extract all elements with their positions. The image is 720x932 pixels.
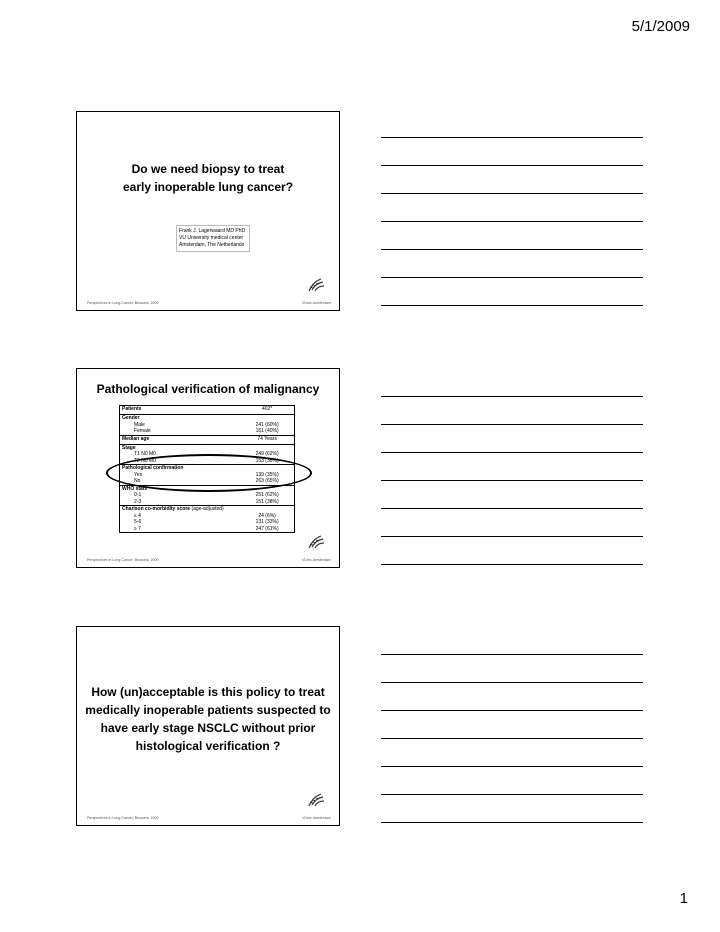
table-cell: Stage	[122, 444, 136, 451]
table-cell: Patients	[122, 406, 142, 412]
note-line	[381, 305, 643, 306]
slide-3-title-line: How (un)acceptable is this policy to treat	[91, 685, 325, 699]
vumc-logo-icon	[307, 792, 325, 808]
page-number: 1	[679, 890, 688, 907]
table-cell: No	[134, 478, 141, 484]
slide-footer-left: Perspectives in Lung Cancer, Brussels, 2009	[87, 816, 159, 820]
slide-3-title-line: medically inoperable patients suspected to	[85, 703, 331, 717]
note-line	[381, 193, 643, 194]
table-cell: 263 (65%)	[255, 478, 279, 484]
table-row	[120, 415, 294, 436]
table-cell: 151 (38%)	[255, 498, 279, 505]
note-line	[381, 508, 643, 509]
page-date: 5/1/2009	[631, 18, 690, 35]
vumc-logo-icon	[307, 534, 325, 550]
slide-3-title-line: histological verification ?	[135, 739, 281, 753]
slide-2-title: Pathological verification of malignancy	[96, 382, 320, 396]
highlight-ellipse	[106, 454, 312, 492]
slide-1-title-line: Do we need biopsy to treat	[131, 162, 285, 176]
note-line	[381, 564, 643, 565]
note-line	[381, 682, 643, 683]
table-cell: Male	[134, 421, 145, 428]
slide-1-title	[77, 160, 339, 196]
table-cell: Gender	[122, 415, 140, 421]
note-line	[381, 710, 643, 711]
table-cell: 247 (61%)	[255, 525, 279, 532]
table-cell: Female	[134, 428, 151, 434]
table-cell: (age-adjusted)	[191, 506, 224, 512]
slide-3-title	[77, 683, 339, 755]
note-line	[381, 794, 643, 795]
note-line	[381, 424, 643, 425]
table-cell: T2 N0 M0	[134, 457, 156, 464]
table-cell: 249 (62%)	[255, 451, 279, 457]
table-cell: Pathological confirmation	[122, 465, 184, 471]
note-line	[381, 480, 643, 481]
table-cell: ≥ 7	[134, 525, 141, 532]
slide-footer-left: Perspectives in Lung Cancer, Brussels, 2009	[87, 558, 159, 562]
note-line	[381, 766, 643, 767]
table-cell: 153 (38%)	[255, 457, 279, 464]
slide-footer-right: VUmc Amsterdam	[302, 816, 331, 820]
table-cell: 402*	[261, 406, 273, 412]
note-line	[381, 738, 643, 739]
table-cell: 0-1	[134, 492, 142, 498]
table-cell: 131 (33%)	[255, 519, 279, 525]
note-line	[381, 452, 643, 453]
table-cell: 161 (40%)	[255, 428, 279, 434]
note-line	[381, 396, 643, 397]
slide-3	[76, 626, 340, 826]
slide-footer-left: Perspectives in Lung Cancer, Brussels, 2009	[87, 301, 159, 305]
slide-footer-right: VUmc Amsterdam	[302, 301, 331, 305]
note-line	[381, 165, 643, 166]
table-cell: 139 (35%)	[255, 471, 279, 478]
vumc-logo-icon	[307, 277, 325, 293]
slide-3-title-line: have early stage NSCLC without prior	[100, 721, 316, 735]
note-line	[381, 277, 643, 278]
note-line	[381, 137, 643, 138]
note-line	[381, 654, 643, 655]
table-cell: 2-3	[134, 498, 142, 505]
author-location: Amsterdam, The Netherlands	[179, 242, 245, 248]
slide-1-title-line: early inoperable lung cancer?	[122, 180, 294, 194]
table-cell: Charlson co-morbidity score	[122, 506, 191, 512]
author-name: Frank J. Lagerwaard MD PhD	[179, 228, 246, 234]
note-line	[381, 822, 643, 823]
table-row	[120, 436, 294, 445]
table-cell: 241 (60%)	[255, 421, 279, 428]
table-cell: 5-6	[134, 519, 142, 525]
table-cell: WHO stats	[122, 485, 148, 492]
author-box	[176, 225, 250, 252]
slide-1	[76, 111, 340, 311]
note-line	[381, 221, 643, 222]
table-cell: Median age	[122, 435, 150, 442]
table-row	[120, 506, 294, 533]
slide-2	[76, 368, 340, 568]
table-cell: Yes	[134, 471, 143, 478]
table-cell: T1 N0 M0	[134, 451, 156, 457]
table-cell: 74 Years	[257, 435, 277, 442]
table-row	[120, 406, 294, 415]
table-cell: 251 (62%)	[255, 492, 279, 498]
note-line	[381, 249, 643, 250]
table-cell: 24 (6%)	[258, 512, 276, 519]
table-cell: ≤ 4	[134, 512, 141, 519]
note-line	[381, 536, 643, 537]
slide-footer-right: VUmc Amsterdam	[302, 558, 331, 562]
author-institution: VU University medical center	[179, 235, 244, 241]
